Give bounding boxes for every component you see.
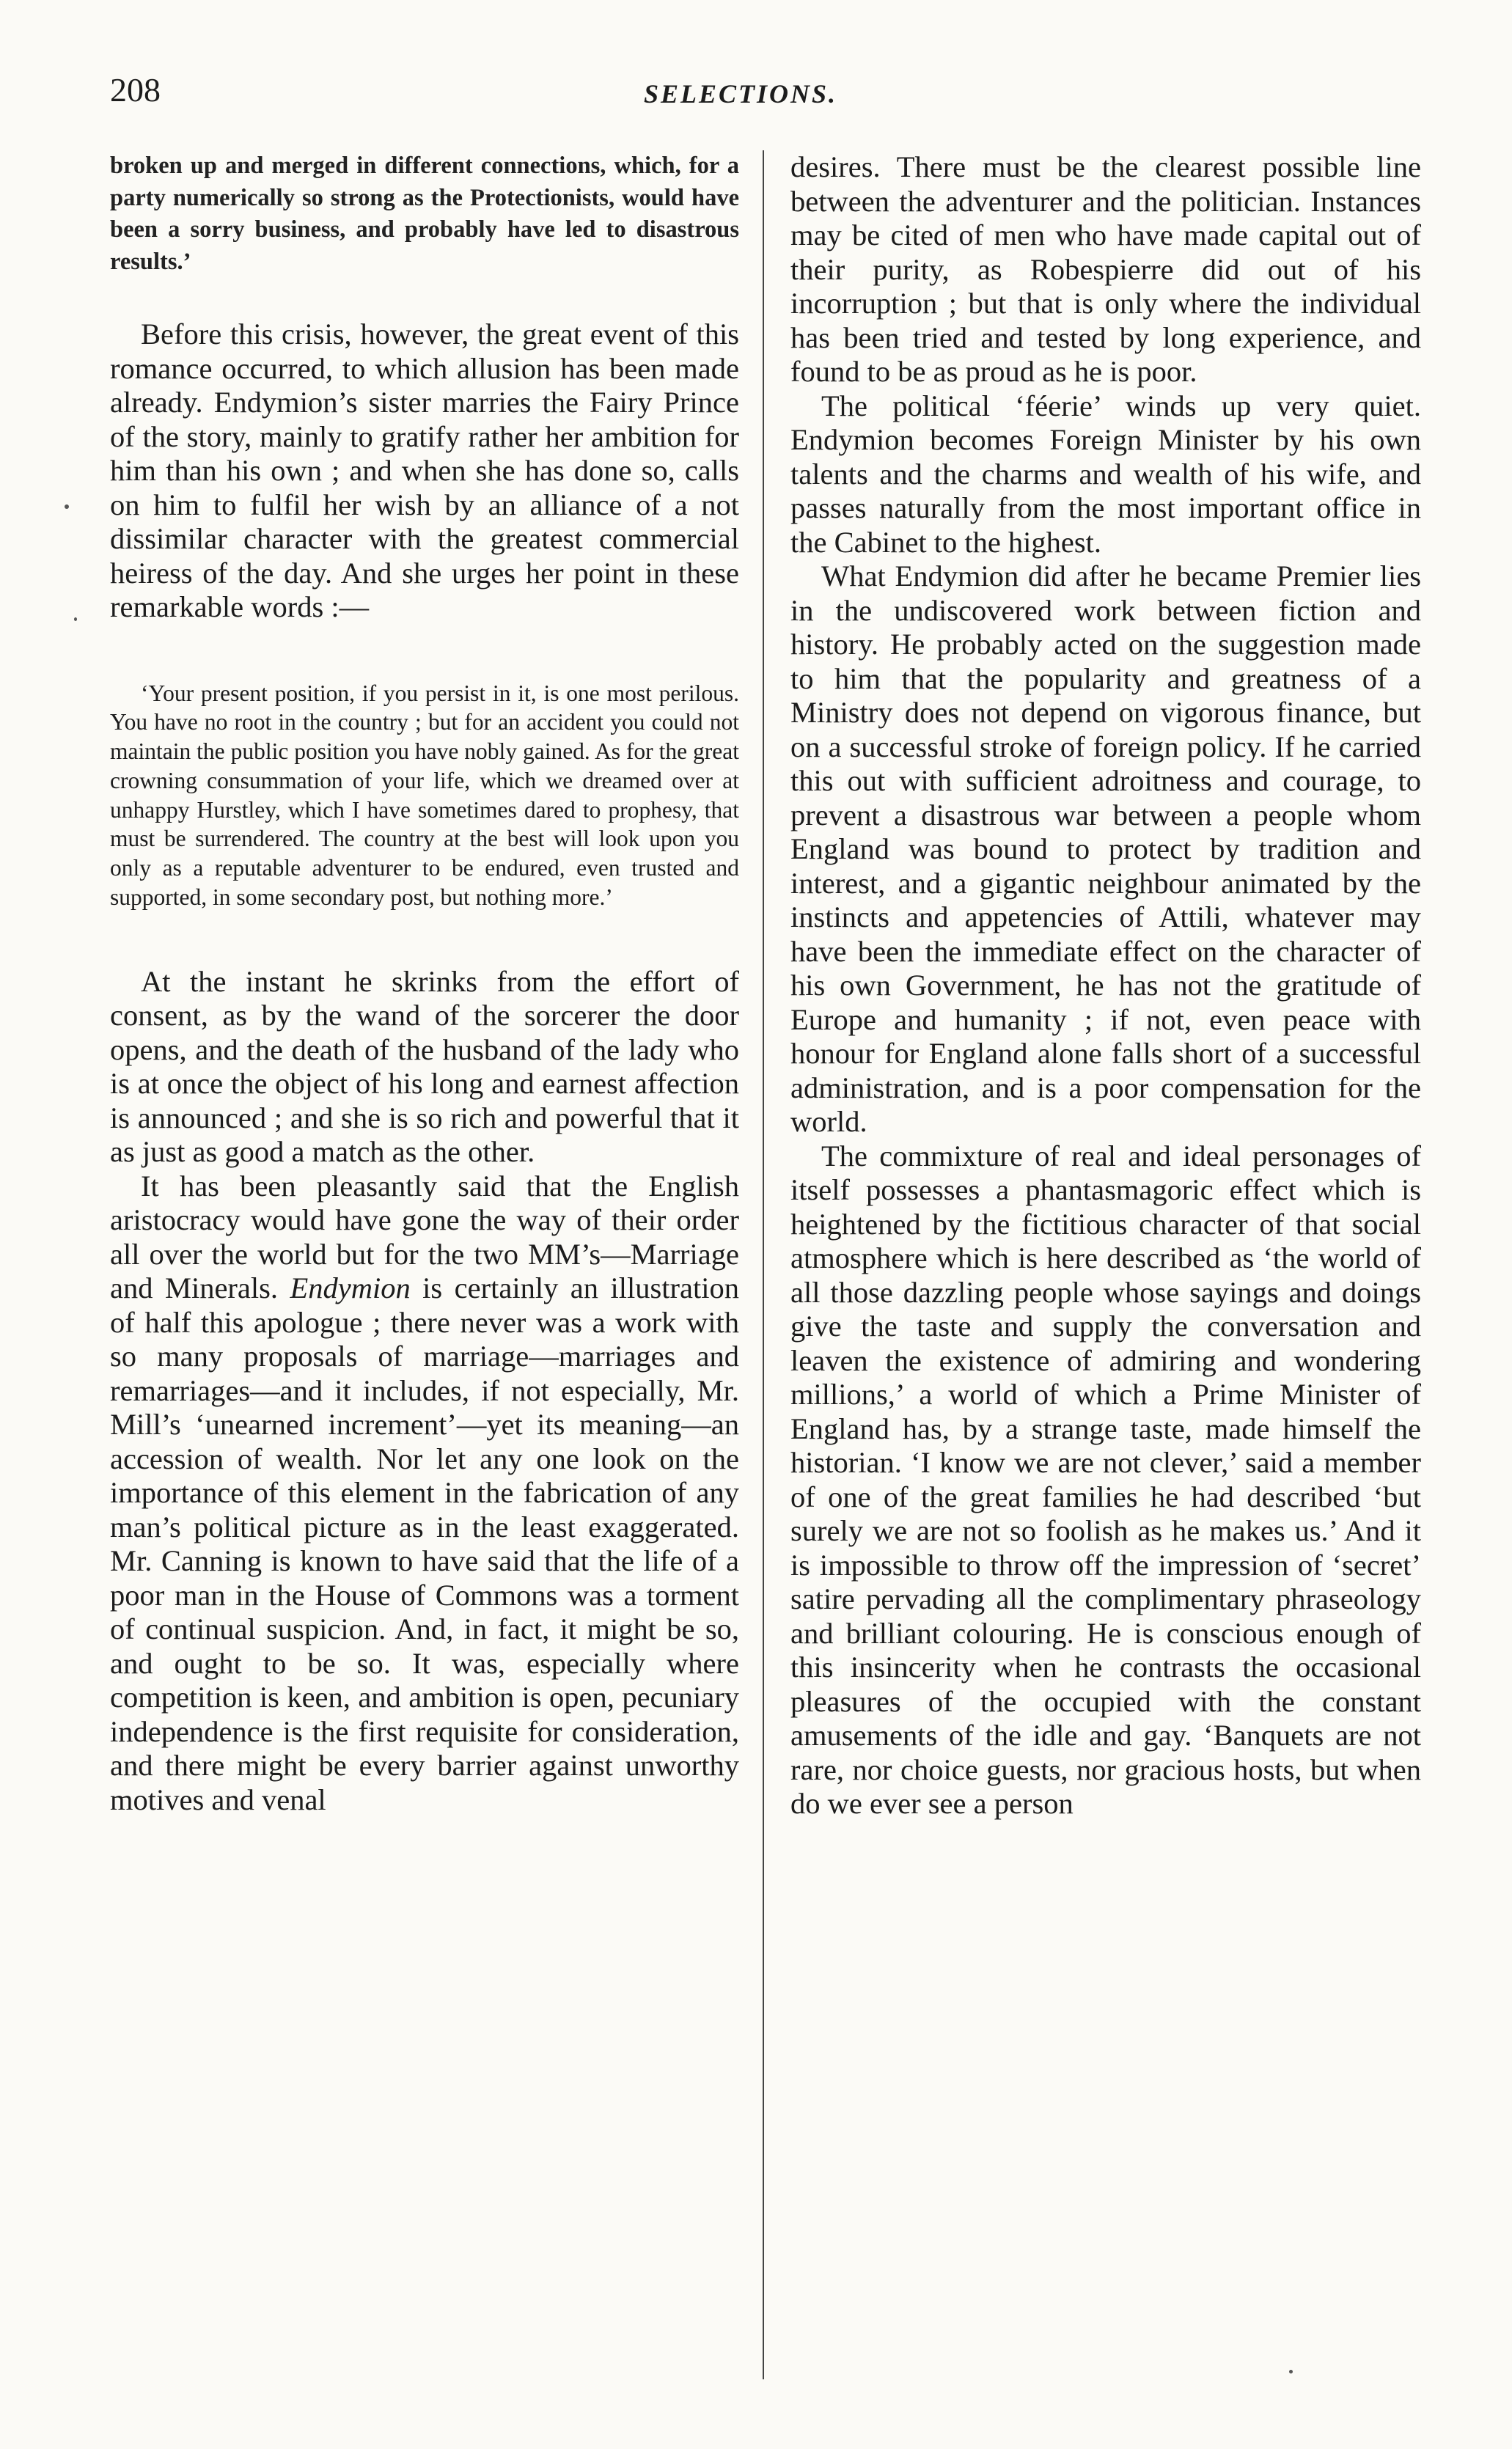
paragraph-continuation: desires. There must be the clearest possible line between the adventurer and the politician. Instances may be cited of men who have made capital out of their purity, as Robespierre did out of his incorruption ; but that is only where the individual has been tried and tested by long experience, and found to be as proud as he is poor. — [790, 150, 1421, 388]
paragraph: What Endymion did after he became Premier lies in the undiscovered work between fiction and history. He probably acted on the suggestion made to him that the popularity and greatness of a Ministry does not depend on vigorous finance, but on a successful stroke of foreign policy. If he carried this out with sufficient adroitness and courage, to prevent a disastrous war between a people whom England was bound to protect by tradition and interest, and a gigantic neighbour animated by the instincts and appetencies of Attili, whatever may have been the immediate effect on the character of his own Government, he has not the gratitude of Europe and humanity ; if not, even peace with honour for England alone falls short of a successful administration, and is a poor compensation for the world. — [790, 559, 1421, 1138]
right-column — [790, 150, 1421, 1821]
book-title: Endymion — [290, 1271, 411, 1305]
paragraph: The commixture of real and ideal personages of itself possesses a phantasmagoric effect which is heightened by the fictitious character of that social atmosphere which is here described as ‘the world of all those dazzling people whose sayings and doings give the taste and supply the conversation and leaven the existence of admiring and wondering millions,’ a world of which a Prime Minister of England has, by a strange taste, made himself the historian. ‘I know we are not clever,’ said a member of one of the great families he had described ‘but surely we are not so foolish as he makes us.’ And it is impossible to throw off the impression of ‘secret’ satire pervading all the complimentary phraseology and brilliant colouring. He is conscious enough of this insincerity when he contrasts the occasional pleasures of the occupied with the constant amusements of the idle and gay. ‘Banquets are not rare, nor choice guests, nor gracious hosts, but when do we ever see a person — [790, 1139, 1421, 1820]
print-speck — [1289, 2370, 1293, 2373]
paragraph-text: It has been pleasantly said that the English aristocracy would have gone the way of their order all over the world but for the two MM’s—Marriage and Minerals. — [110, 1169, 739, 1305]
column-divider — [763, 150, 764, 2379]
print-speck — [65, 504, 69, 509]
paragraph-text: is certainly an illustration of half this apologue ; there never was a work with so many proposals of marriage—marriages and remarriages—and it includes, if not especially, Mr. Mill’s ‘unearned increment’—yet its meaning—an accession of wealth. Nor let any one look on the importance of this element in the fabrication of any man’s political picture as in the least exaggerated. Mr. Canning is known to have said that the life of a poor man in the House of Commons was a torment of continual suspicion. And, in fact, it might be so, and ought to be so. It was, especially where competition is keen, and ambition is open, pecuniary independence is the first requisite for consideration, and there might be every barrier against unworthy motives and venal — [110, 1271, 739, 1816]
running-title: SELECTIONS. — [643, 79, 838, 109]
paragraph: The political ‘féerie’ winds up very quiet. Endymion becomes Foreign Minister by his own talents and the charms and wealth of his wife, and passes naturally from the most important office in the Cabinet to the highest. — [790, 389, 1421, 559]
paragraph: Before this crisis, however, the great event of this romance occurred, to which allusion has been made already. Endymion’s sister marries the Fairy Prince of the story, mainly to gratify rather her ambition for him than his own ; and when she has done so, calls on him to fulfil her wish by an alliance of a not dissimilar character with the greatest commercial heiress of the day. And she urges her point in these remarkable words :— — [110, 317, 739, 623]
block-quote: ‘Your present position, if you persist in it, is one most perilous. You have no root in the country ; but for an accident you could not maintain the public position you have nobly gained. As for the great crowning consummation of your life, which we dreamed over at unhappy Hurstley, which I have sometimes dared to prophesy, that must be surrendered. The country at the best will look upon you only as a reputable adventurer to be endured, even trusted and supported, in some secondary post, but nothing more.’ — [110, 680, 739, 911]
paragraph — [110, 1170, 739, 1818]
page-number: 208 — [110, 71, 161, 109]
print-speck — [74, 617, 77, 621]
left-column — [110, 150, 739, 1817]
paragraph: At the instant he skrinks from the effort of consent, as by the wand of the sorcerer the door opens, and the death of the husband of the lady who is at once the object of his long and earnest affection is announced ; and she is so rich and powerful that it as just as good a match as the other. — [110, 964, 739, 1169]
paragraph-continuation: broken up and merged in different connections, which, for a party numerically so strong as the Protectionists, would have been a sorry business, and probably have led to disastrous results.’ — [110, 153, 739, 275]
